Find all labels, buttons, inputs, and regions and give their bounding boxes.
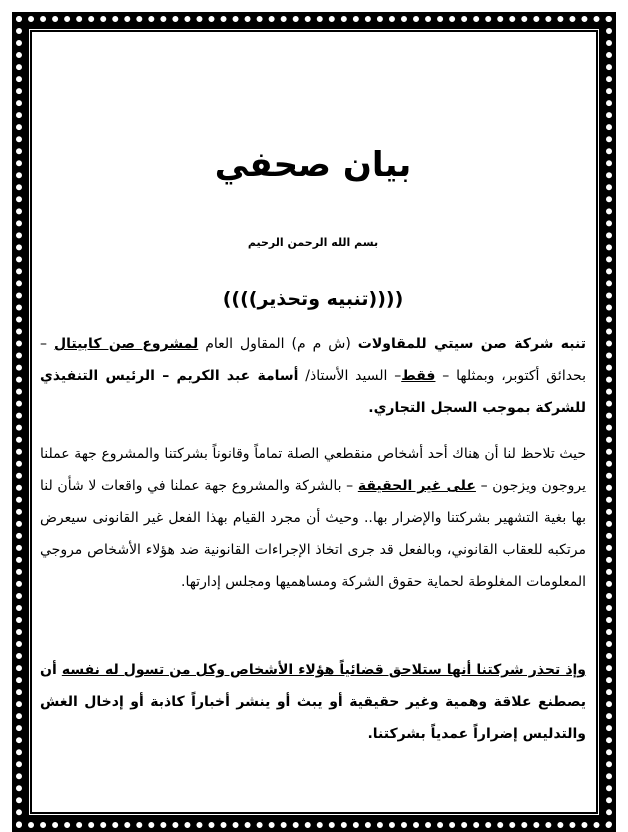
bismillah: بسم الله الرحمن الرحيم <box>247 236 379 249</box>
project-location: – بحدائق أكتوبر، وبمثلها – <box>40 336 586 384</box>
paragraph-intro <box>40 328 586 424</box>
ceo-name: أسامة عبد الكريم – الرئيس التنفيذي للشركة بموجب السجل التجاري. <box>40 368 586 416</box>
body-part-1: حيث تلاحظ لنا أن هناك أحد أشخاص منقطعي الصلة تماماً وقانوناً بشركتنا والمشروع جهة عملنا يروجون ويزجون – <box>40 446 586 494</box>
project-name: لمشروع صن كابيتال <box>53 336 199 352</box>
only-word: فقط <box>401 368 436 384</box>
body-part-2: – بالشركة والمشروع جهة عملنا في واقعات لا شأن لنا بها بغية التشهير بشركتنا والإضرار بها.. وحيث أن مجرد القيام بهذا الفعل غير القانونى سيعرض مرتكبه للعقاب القانوني، وبالفعل قد جرى اتخاذ الإجراءات القانونية ضد هؤلاء الأشخاص مروجي المعلومات المغلوطة لحماية حقوق الشركة ومساهميها ومجلس إدارتها. <box>40 478 586 590</box>
warning-rest: أن يصطنع علاقة وهمية وغير حقيقية أو يبث أو ينشر أخباراً كاذبة أو إدخال الغش والتدليس إضراراً عمدياً بشركتنا. <box>40 662 586 742</box>
paragraph-warning <box>40 654 586 750</box>
company-name: تنبه شركة صن سيتي للمقاولات <box>357 336 586 352</box>
untrue-phrase: على غير الحقيقة <box>357 478 476 494</box>
warning-heading: ((((تنبيه وتحذير)))) <box>222 288 404 310</box>
representative-label: – السيد الأستاذ/ <box>298 368 402 384</box>
page-title: بيان صحفي <box>214 145 412 185</box>
warning-underlined: وإذ تحذر شركتنا أنها ستلاحق قضائياً هؤلاء الأشخاص وكل من تسول له نفسه <box>61 662 587 678</box>
company-abbr: (ش م م) المقاول العام <box>198 336 358 352</box>
paragraph-body <box>40 438 586 598</box>
